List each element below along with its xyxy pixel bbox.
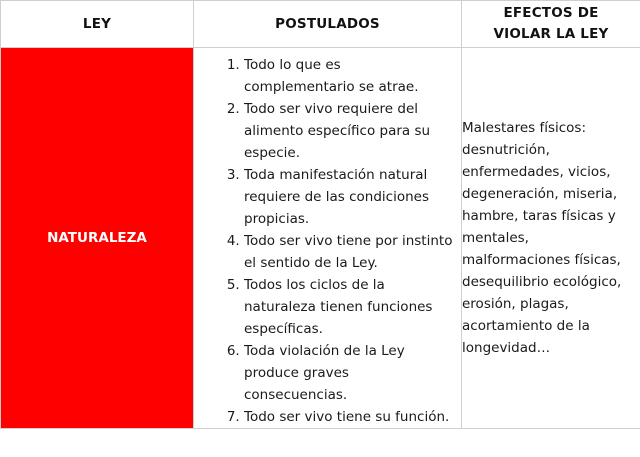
postulado-item: 6. Toda violación de la Ley produce graves consecuencias.	[244, 340, 453, 406]
efectos-cell	[462, 48, 640, 429]
header-efectos: EFECTOS DE VIOLAR LA LEY	[462, 1, 640, 48]
ley-cell: NATURALEZA	[1, 48, 194, 429]
postulado-item: 1. Todo lo que es complementario se atrae.	[244, 54, 453, 98]
efectos-text: Malestares físicos: desnutrición, enfermedades, vicios, degeneración, miseria, hambre, taras físicas y mentales, malformaciones físicas, desequilibrio ecológico, erosión, plagas, acortamiento de la longevidad…	[462, 120, 622, 356]
postulado-item: 4. Todo ser vivo tiene por instinto el sentido de la Ley.	[244, 230, 453, 274]
postulado-item: 5. Todos los ciclos de la naturaleza tienen funciones específicas.	[244, 274, 453, 340]
postulados-list	[194, 54, 461, 428]
postulado-item: 3. Toda manifestación natural requiere de las condiciones propicias.	[244, 164, 453, 230]
postulado-item: 2. Todo ser vivo requiere del alimento específico para su especie.	[244, 98, 453, 164]
postulados-cell	[194, 48, 462, 429]
header-ley: LEY	[1, 1, 194, 48]
postulado-item: 7. Todo ser vivo tiene su función.	[244, 406, 453, 428]
table-row	[1, 48, 640, 429]
header-postulados: POSTULADOS	[194, 1, 462, 48]
header-row	[1, 1, 640, 48]
